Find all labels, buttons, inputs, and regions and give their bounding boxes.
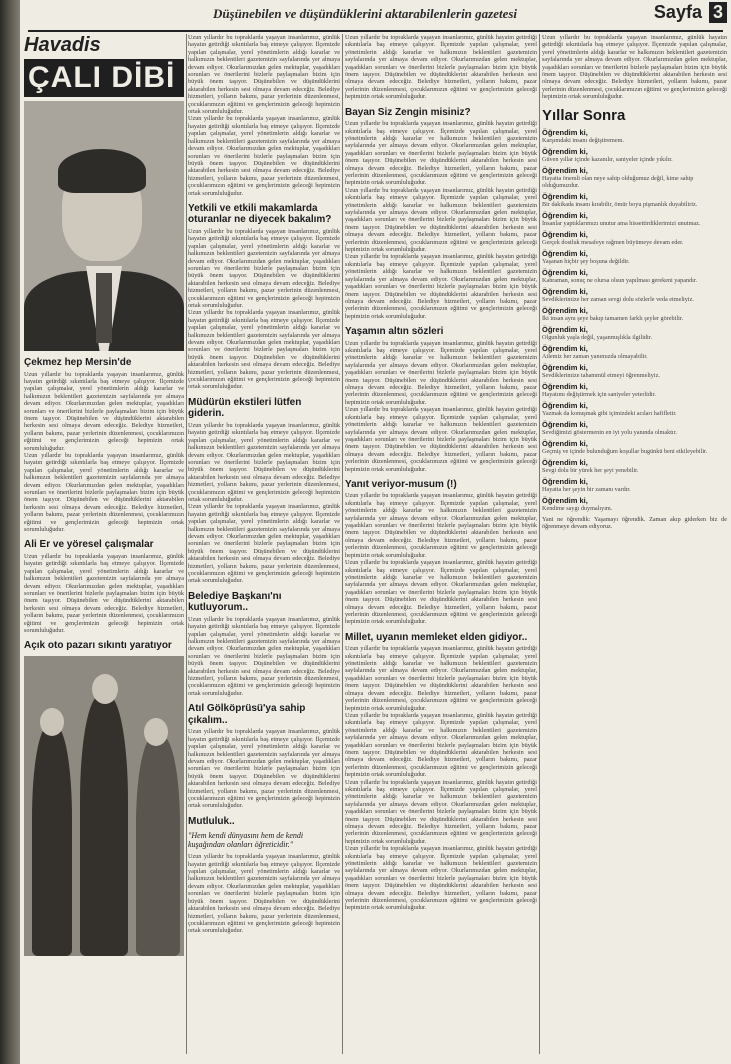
- article-text: Uzun yıllardır bu topraklarda yaşayan insanlarımız, günlük hayatın getirdiği sıkıntılarla baş etmeye çalışıyor. İlçemizde yapılan çalışmalar, yerel yönetimlerin aldığı kararlar ve halkımızın beklentileri gazetemizin sayfalarında yer almaya devam ediyor. Okurlarımızdan gelen mektuplar, yaşadıkları sorunları ve önerilerini bizlerle paylaşmaları bizim için büyük önem taşıyor. Düşünebilen ve düşündüklerini aktarabilen herkesin sesi olmaya devam edeceğiz. Belediye hizmetleri, yolların bakımı, pazar yerlerinin düzenlenmesi, çocuklarımızın eğitimi ve gençlerimizin geleceği hepimizin ortak sorumluluğudur.: [345, 253, 537, 320]
- newspaper-binding: [0, 0, 22, 1064]
- list-item-text: Güven yıllar içinde kazanılır, saniyeler içinde yıkılır.: [542, 155, 673, 163]
- article-text: Uzun yıllardır bu topraklarda yaşayan insanlarımız, günlük hayatın getirdiği sıkıntılarla baş etmeye çalışıyor. İlçemizde yapılan çalışmalar, yerel yönetimlerin aldığı kararlar ve halkımızın beklentileri gazetemizin sayfalarında yer almaya devam ediyor. Okurlarımızdan gelen mektuplar, yaşadıkları sorunları ve önerilerini bizlerle paylaşmaları bizim için büyük önem taşıyor. Düşünebilen ve düşündüklerini aktarabilen herkesin sesi olmaya devam edeceğiz. Belediye hizmetleri, yolların bakımı, pazar yerlerinin düzenlenmesi, çocuklarımızın eğitimi ve gençlerimizin geleceği hepimizin ortak sorumluluğudur.: [345, 645, 537, 712]
- photo-person-head: [92, 674, 118, 704]
- list-item-text: Sevdiklerimize her zaman sevgi dolu sözlerle veda etmeliyiz.: [542, 295, 694, 303]
- article-heading: Müdürün ekstileri lütfen giderin.: [188, 396, 302, 420]
- list-item-text: Bir dakikada insanı kırabilir, ömür boyu pişmanlık duyabiliriz.: [542, 200, 698, 208]
- column-title: ÇALI DİBİ: [24, 59, 184, 97]
- article-text: Uzun yıllardır bu topraklarda yaşayan insanlarımız, günlük hayatın getirdiği sıkıntılarla baş etmeye çalışıyor. İlçemizde yapılan çalışmalar, yerel yönetimlerin aldığı kararlar ve halkımızın beklentileri gazetemizin sayfalarında yer almaya devam ediyor. Okurlarımızdan gelen mektuplar, yaşadıkları sorunları ve önerilerini bizlerle paylaşmaları bizim için büyük önem taşıyor. Düşünebilen ve düşündüklerini aktarabilen herkesin sesi olmaya devam edeceğiz. Belediye hizmetleri, yolların bakımı, pazar yerlerinin düzenlenmesi, çocuklarımızın eğitimi ve gençlerimizin geleceği hepimizin ortak sorumluluğudur.: [345, 406, 537, 473]
- article-text: Uzun yıllardır bu topraklarda yaşayan insanlarımız, günlük hayatın getirdiği sıkıntılarla baş etmeye çalışıyor. İlçemizde yapılan çalışmalar, yerel yönetimlerin aldığı kararlar ve halkımızın beklentileri gazetemizin sayfalarında yer almaya devam ediyor. Okurlarımızdan gelen mektuplar, yaşadıkları sorunları ve önerilerini bizlerle paylaşmaları bizim için büyük önem taşıyor. Düşünebilen ve düşündüklerini aktarabilen herkesin sesi olmaya devam edeceğiz. Belediye hizmetleri, yolların bakımı, pazar yerlerinin düzenlenmesi, çocuklarımızın eğitimi ve gençlerimizin geleceği hepimizin ortak sorumluluğudur.: [542, 34, 727, 101]
- column-yillar-sonra: [542, 34, 727, 1064]
- column-title: Yıllar Sonra: [542, 106, 626, 124]
- photo-caption: Çekmez hep Mersin'de: [24, 357, 132, 368]
- article-heading: Atıl Gölköprüsü'ya sahip çıkalım..: [188, 703, 306, 726]
- list-item: [542, 230, 727, 246]
- photo-person: [136, 736, 180, 956]
- article-text: Uzun yıllardır bu topraklarda yaşayan insanlarımız, günlük hayatın getirdiği sıkıntılarla baş etmeye çalışıyor. İlçemizde yapılan çalışmalar, yerel yönetimlerin aldığı kararlar ve halkımızın beklentileri gazetemizin sayfalarında yer almaya devam ediyor. Okurlarımızdan gelen mektuplar, yaşadıkları sorunları ve önerilerini bizlerle paylaşmaları bizim için büyük önem taşıyor. Düşünebilen ve düşündüklerini aktarabilen herkesin sesi olmaya devam edeceğiz. Belediye hizmetleri, yolların bakımı, pazar yerlerinin düzenlenmesi, çocuklarımızın eğitimi ve gençlerimizin geleceği hepimizin ortak sorumluluğudur.: [345, 778, 537, 845]
- list-item-heading: Öğrendim ki,: [542, 343, 588, 353]
- list-item-text: Kahraman, sonuç ne olursa olsun yapılması gerekeni yapandır.: [542, 276, 698, 284]
- list-item-heading: Öğrendim ki,: [542, 165, 588, 175]
- article-text: Uzun yıllardır bu topraklarda yaşayan insanlarımız, günlük hayatın getirdiği sıkıntılarla baş etmeye çalışıyor. İlçemizde yapılan çalışmalar, yerel yönetimlerin aldığı kararlar ve halkımızın beklentileri gazetemizin sayfalarında yer almaya devam ediyor. Okurlarımızdan gelen mektuplar, yaşadıkları sorunları ve önerilerini bizlerle paylaşmaları bizim için büyük önem taşıyor. Düşünebilen ve düşündüklerini aktarabilen herkesin sesi olmaya devam edeceğiz. Belediye hizmetleri, yolların bakımı, pazar yerlerinin düzenlenmesi, çocuklarımızın eğitimi ve gençlerimizin geleceği hepimizin ortak sorumluluğudur.: [188, 309, 340, 391]
- column-havadis: [24, 34, 184, 1064]
- newspaper-page: [20, 0, 731, 1064]
- column-rule: [539, 34, 540, 1054]
- list-item-heading: Öğrendim ki,: [542, 267, 588, 277]
- list-item: [542, 496, 727, 512]
- learned-list: [542, 128, 727, 512]
- column-opinion: [188, 34, 340, 1064]
- list-item-text: Gerçek dostluk mesafeye rağmen büyümeye devam eder.: [542, 238, 684, 246]
- closing-text: Yani ne öğrendik: Yaşamayı öğrendik. Zaman akıp giderken biz de öğrenmeye devam ediyoruz.: [542, 515, 727, 531]
- page-number: 3: [709, 2, 727, 23]
- portrait-photo: [24, 101, 184, 351]
- list-item-text: Yazmak da konuşmak gibi içimizdeki acıları hafifletir.: [542, 409, 677, 417]
- list-item-text: Kendime saygı duymalıyım.: [542, 504, 613, 512]
- group-photo: [24, 656, 184, 956]
- list-item: [542, 249, 727, 265]
- article-heading: Açık oto pazarı sıkıntı yaratıyor: [24, 640, 172, 652]
- article-text: Uzun yıllardır bu topraklarda yaşayan insanlarımız, günlük hayatın getirdiği sıkıntılarla baş etmeye çalışıyor. İlçemizde yapılan çalışmalar, yerel yönetimlerin aldığı kararlar ve halkımızın beklentileri gazetemizin sayfalarında yer almaya devam ediyor. Okurlarımızdan gelen mektuplar, yaşadıkları sorunları ve önerilerini bizlerle paylaşmaları bizim için büyük önem taşıyor. Düşünebilen ve düşündüklerini aktarabilen herkesin sesi olmaya devam edeceğiz. Belediye hizmetleri, yolların bakımı, pazar yerlerinin düzenlenmesi, çocuklarımızın eğitimi ve gençlerimizin geleceği hepimizin ortak sorumluluğudur.: [24, 370, 184, 452]
- article-text: Uzun yıllardır bu topraklarda yaşayan insanlarımız, günlük hayatın getirdiği sıkıntılarla baş etmeye çalışıyor. İlçemizde yapılan çalışmalar, yerel yönetimlerin aldığı kararlar ve halkımızın beklentileri gazetemizin sayfalarında yer almaya devam ediyor. Okurlarımızdan gelen mektuplar, yaşadıkları sorunları ve önerilerini bizlerle paylaşmaları bizim için büyük önem taşıyor. Düşünebilen ve düşündüklerini aktarabilen herkesin sesi olmaya devam edeceğiz. Belediye hizmetleri, yolların bakımı, pazar yerlerinin düzenlenmesi, çocuklarımızın eğitimi ve gençlerimizin geleceği hepimizin ortak sorumluluğudur.: [345, 711, 537, 779]
- list-item-heading: Öğrendim ki,: [542, 457, 588, 467]
- article-text: Uzun yıllardır bu topraklarda yaşayan insanlarımız, günlük hayatın getirdiği sıkıntılarla baş etmeye çalışıyor. İlçemizde yapılan çalışmalar, yerel yönetimlerin aldığı kararlar ve halkımızın beklentileri gazetemizin sayfalarında yer almaya devam ediyor. Okurlarımızdan gelen mektuplar, yaşadıkları sorunları ve önerilerini bizlerle paylaşmaları bizim için büyük önem taşıyor. Düşünebilen ve düşündüklerini aktarabilen herkesin sesi olmaya devam edeceğiz. Belediye hizmetleri, yolların bakımı, pazar yerlerinin düzenlenmesi, çocuklarımızın eğitimi ve gençlerimizin geleceği hepimizin ortak sorumluluğudur.: [24, 451, 184, 534]
- article-heading: Millet, uyanın memleket elden gidiyor..: [345, 631, 528, 643]
- list-item-text: Ailemiz her zaman yanımızda olmayabilir.: [542, 352, 648, 360]
- list-item-heading: Öğrendim ki,: [542, 419, 588, 429]
- closing-quote: "Hem kendi dünyasını hem de kendi kuşağından olanları öğreticidir.": [188, 831, 304, 850]
- list-item-heading: Öğrendim ki,: [542, 229, 588, 239]
- article-text: Uzun yıllardır bu topraklarda yaşayan insanlarımız, günlük hayatın getirdiği sıkıntılarla baş etmeye çalışıyor. İlçemizde yapılan çalışmalar, yerel yönetimlerin aldığı kararlar ve halkımızın beklentileri gazetemizin sayfalarında yer almaya devam ediyor. Okurlarımızdan gelen mektuplar, yaşadıkları sorunları ve önerilerini bizlerle paylaşmaları bizim için büyük önem taşıyor. Düşünebilen ve düşündüklerini aktarabilen herkesin sesi olmaya devam edeceğiz. Belediye hizmetleri, yolların bakımı, pazar yerlerinin düzenlenmesi, çocuklarımızın eğitimi ve gençlerimizin geleceği hepimizin ortak sorumluluğudur.: [345, 34, 537, 101]
- list-item: [542, 268, 727, 284]
- photo-hair: [58, 149, 146, 193]
- article-text: Uzun yıllardır bu topraklarda yaşayan insanlarımız, günlük hayatın getirdiği sıkıntılarla baş etmeye çalışıyor. İlçemizde yapılan çalışmalar, yerel yönetimlerin aldığı kararlar ve halkımızın beklentileri gazetemizin sayfalarında yer almaya devam ediyor. Okurlarımızdan gelen mektuplar, yaşadıkları sorunları ve önerilerini bizlerle paylaşmaları bizim için büyük önem taşıyor. Düşünebilen ve düşündüklerini aktarabilen herkesin sesi olmaya devam edeceğiz. Belediye hizmetleri, yolların bakımı, pazar yerlerinin düzenlenmesi, çocuklarımızın eğitimi ve gençlerimizin geleceği hepimizin ortak sorumluluğudur.: [188, 34, 340, 116]
- article-text: Uzun yıllardır bu topraklarda yaşayan insanlarımız, günlük hayatın getirdiği sıkıntılarla baş etmeye çalışıyor. İlçemizde yapılan çalışmalar, yerel yönetimlerin aldığı kararlar ve halkımızın beklentileri gazetemizin sayfalarında yer almaya devam ediyor. Okurlarımızdan gelen mektuplar, yaşadıkları sorunları ve önerilerini bizlerle paylaşmaları bizim için büyük önem taşıyor. Düşünebilen ve düşündüklerini aktarabilen herkesin sesi olmaya devam edeceğiz. Belediye hizmetleri, yolların bakımı, pazar yerlerinin düzenlenmesi, çocuklarımızın eğitimi ve gençlerimizin geleceği hepimizin ortak sorumluluğudur.: [188, 615, 340, 697]
- column-articles: [345, 34, 537, 1064]
- list-item-heading: Öğrendim ki,: [542, 438, 588, 448]
- photo-person-head: [144, 718, 168, 746]
- list-item-heading: Öğrendim ki,: [542, 210, 588, 220]
- list-item: [542, 458, 727, 474]
- page-tagline: Düşünebilen ve düşündüklerini aktarabilenlerin gazetesi: [212, 6, 518, 21]
- photo-tie: [96, 273, 112, 343]
- list-item: [542, 192, 727, 208]
- list-item: [542, 477, 727, 493]
- page-label: Sayfa: [653, 2, 702, 22]
- list-item-text: İki insan aynı şeye bakıp tamamen farklı şeyler görebilir.: [542, 314, 684, 322]
- list-item-heading: Öğrendim ki,: [542, 495, 588, 505]
- list-item-text: İnsanlar yaptıklarımızı unutur ama hissettirdiklerimizi unutmaz.: [542, 219, 701, 227]
- list-item: [542, 166, 727, 189]
- page-number-label: [654, 2, 727, 23]
- list-item-heading: Öğrendim ki,: [542, 362, 588, 372]
- article-text: Uzun yıllardır bu topraklarda yaşayan insanlarımız, günlük hayatın getirdiği sıkıntılarla baş etmeye çalışıyor. İlçemizde yapılan çalışmalar, yerel yönetimlerin aldığı kararlar ve halkımızın beklentileri gazetemizin sayfalarında yer almaya devam ediyor. Okurlarımızdan gelen mektuplar, yaşadıkları sorunları ve önerilerini bizlerle paylaşmaları bizim için büyük önem taşıyor. Düşünebilen ve düşündüklerini aktarabilen herkesin sesi olmaya devam edeceğiz. Belediye hizmetleri, yolların bakımı, pazar yerlerinin düzenlenmesi, çocuklarımızın eğitimi ve gençlerimizin geleceği hepimizin ortak sorumluluğudur.: [345, 492, 537, 559]
- list-item: [542, 211, 727, 227]
- list-item-text: Hayatta önemli olan neye sahip olduğumuz değil, kime sahip olduğumuzdur.: [542, 174, 694, 189]
- list-item: [542, 325, 727, 341]
- list-item-heading: Öğrendim ki,: [542, 248, 588, 258]
- list-item-heading: Öğrendim ki,: [542, 476, 588, 486]
- article-text: Uzun yıllardır bu topraklarda yaşayan insanlarımız, günlük hayatın getirdiği sıkıntılarla baş etmeye çalışıyor. İlçemizde yapılan çalışmalar, yerel yönetimlerin aldığı kararlar ve halkımızın beklentileri gazetemizin sayfalarında yer almaya devam ediyor. Okurlarımızdan gelen mektuplar, yaşadıkları sorunları ve önerilerini bizlerle paylaşmaları bizim için büyük önem taşıyor. Düşünebilen ve düşündüklerini aktarabilen herkesin sesi olmaya devam edeceğiz. Belediye hizmetleri, yolların bakımı, pazar yerlerinin düzenlenmesi, çocuklarımızın eğitimi ve gençlerimizin geleceği hepimizin ortak sorumluluğudur.: [345, 559, 537, 626]
- article-heading: Yetkili ve etkili makamlarda oturanlar ne diyecek bakalım?: [188, 202, 332, 226]
- article-heading: Yanıt veriyor-musum (!): [345, 478, 457, 490]
- photo-person: [80, 696, 128, 956]
- list-item-heading: Öğrendim ki,: [542, 324, 588, 334]
- list-item-text: Sevgi dolu bir yürek her şeyi yenebilir.: [542, 466, 639, 474]
- list-item: [542, 363, 727, 379]
- list-item-text: Yaşanan hiçbir şey boşuna değildir.: [542, 257, 630, 265]
- article-text: Uzun yıllardır bu topraklarda yaşayan insanlarımız, günlük hayatın getirdiği sıkıntılarla baş etmeye çalışıyor. İlçemizde yapılan çalışmalar, yerel yönetimlerin aldığı kararlar ve halkımızın beklentileri gazetemizin sayfalarında yer almaya devam ediyor. Okurlarımızdan gelen mektuplar, yaşadıkları sorunları ve önerilerini bizlerle paylaşmaları bizim için büyük önem taşıyor. Düşünebilen ve düşündüklerini aktarabilen herkesin sesi olmaya devam edeceğiz. Belediye hizmetleri, yolların bakımı, pazar yerlerinin düzenlenmesi, çocuklarımızın eğitimi ve gençlerimizin geleceği hepimizin ortak sorumluluğudur.: [345, 186, 537, 254]
- list-item-heading: Öğrendim ki,: [542, 286, 588, 296]
- list-item-text: Hayatta her şeyin bir zamanı vardır.: [542, 485, 631, 493]
- list-item: [542, 382, 727, 398]
- list-item-text: Hayatımı değiştirmek için saniyeler yeterlidir.: [542, 390, 656, 398]
- article-heading: Ali Er ve yöresel çalışmalar: [24, 539, 154, 551]
- article-text: Uzun yıllardır bu topraklarda yaşayan insanlarımız, günlük hayatın getirdiği sıkıntılarla baş etmeye çalışıyor. İlçemizde yapılan çalışmalar, yerel yönetimlerin aldığı kararlar ve halkımızın beklentileri gazetemizin sayfalarında yer almaya devam ediyor. Okurlarımızdan gelen mektuplar, yaşadıkları sorunları ve önerilerini bizlerle paylaşmaları bizim için büyük önem taşıyor. Düşünebilen ve düşündüklerini aktarabilen herkesin sesi olmaya devam edeceğiz. Belediye hizmetleri, yolların bakımı, pazar yerlerinin düzenlenmesi, çocuklarımızın eğitimi ve gençlerimizin geleceği hepimizin ortak sorumluluğudur.: [188, 227, 340, 309]
- list-item: [542, 401, 727, 417]
- list-item: [542, 439, 727, 455]
- list-item-text: Olgunluk yaşla değil, yaşanmışlıkla ilgilidir.: [542, 333, 652, 341]
- list-item: [542, 344, 727, 360]
- list-item-text: Sevdiklerimize tahammül etmeyi öğrenmeliyiz.: [542, 371, 660, 379]
- list-item: [542, 147, 727, 163]
- article-text: Uzun yıllardır bu topraklarda yaşayan insanlarımız, günlük hayatın getirdiği sıkıntılarla baş etmeye çalışıyor. İlçemizde yapılan çalışmalar, yerel yönetimlerin aldığı kararlar ve halkımızın beklentileri gazetemizin sayfalarında yer almaya devam ediyor. Okurlarımızdan gelen mektuplar, yaşadıkları sorunları ve önerilerini bizlerle paylaşmaları bizim için büyük önem taşıyor. Düşünebilen ve düşündüklerini aktarabilen herkesin sesi olmaya devam edeceğiz. Belediye hizmetleri, yolların bakımı, pazar yerlerinin düzenlenmesi, çocuklarımızın eğitimi ve gençlerimizin geleceği hepimizin ortak sorumluluğudur.: [188, 421, 340, 503]
- list-item-text: Sevdiğimizi göstermenin en iyi yolu yanında olmaktır.: [542, 428, 677, 436]
- photo-person: [32, 726, 72, 956]
- list-item-text: Karşımdaki insanı değiştiremem.: [542, 136, 624, 144]
- column-rule: [186, 34, 187, 1054]
- article-heading: Bayan Siz Zengin misiniz?: [345, 106, 471, 118]
- list-item-heading: Öğrendim ki,: [542, 146, 588, 156]
- list-item-heading: Öğrendim ki,: [542, 191, 588, 201]
- article-text: Uzun yıllardır bu topraklarda yaşayan insanlarımız, günlük hayatın getirdiği sıkıntılarla baş etmeye çalışıyor. İlçemizde yapılan çalışmalar, yerel yönetimlerin aldığı kararlar ve halkımızın beklentileri gazetemizin sayfalarında yer almaya devam ediyor. Okurlarımızdan gelen mektuplar, yaşadıkları sorunları ve önerilerini bizlerle paylaşmaları bizim için büyük önem taşıyor. Düşünebilen ve düşündüklerini aktarabilen herkesin sesi olmaya devam edeceğiz. Belediye hizmetleri, yolların bakımı, pazar yerlerinin düzenlenmesi, çocuklarımızın eğitimi ve gençlerimizin geleceği hepimizin ortak sorumluluğudur.: [188, 115, 340, 197]
- article-text: Uzun yıllardır bu topraklarda yaşayan insanlarımız, günlük hayatın getirdiği sıkıntılarla baş etmeye çalışıyor. İlçemizde yapılan çalışmalar, yerel yönetimlerin aldığı kararlar ve halkımızın beklentileri gazetemizin sayfalarında yer almaya devam ediyor. Okurlarımızdan gelen mektuplar, yaşadıkları sorunları ve önerilerini bizlerle paylaşmaları bizim için büyük önem taşıyor. Düşünebilen ve düşündüklerini aktarabilen herkesin sesi olmaya devam edeceğiz. Belediye hizmetleri, yolların bakımı, pazar yerlerinin düzenlenmesi, çocuklarımızın eğitimi ve gençlerimizin geleceği hepimizin ortak sorumluluğudur.: [188, 503, 340, 585]
- article-heading: Mutluluk..: [188, 815, 235, 827]
- section-title: Havadis: [24, 34, 101, 56]
- list-item: [542, 420, 727, 436]
- list-item-heading: Öğrendim ki,: [542, 305, 588, 315]
- article-text: Uzun yıllardır bu topraklarda yaşayan insanlarımız, günlük hayatın getirdiği sıkıntılarla baş etmeye çalışıyor. İlçemizde yapılan çalışmalar, yerel yönetimlerin aldığı kararlar ve halkımızın beklentileri gazetemizin sayfalarında yer almaya devam ediyor. Okurlarımızdan gelen mektuplar, yaşadıkları sorunları ve önerilerini bizlerle paylaşmaları bizim için büyük önem taşıyor. Düşünebilen ve düşündüklerini aktarabilen herkesin sesi olmaya devam edeceğiz. Belediye hizmetleri, yolların bakımı, pazar yerlerinin düzenlenmesi, çocuklarımızın eğitimi ve gençlerimizin geleceği hepimizin ortak sorumluluğudur.: [188, 853, 340, 935]
- article-text: Uzun yıllardır bu topraklarda yaşayan insanlarımız, günlük hayatın getirdiği sıkıntılarla baş etmeye çalışıyor. İlçemizde yapılan çalışmalar, yerel yönetimlerin aldığı kararlar ve halkımızın beklentileri gazetemizin sayfalarında yer almaya devam ediyor. Okurlarımızdan gelen mektuplar, yaşadıkları sorunları ve önerilerini bizlerle paylaşmaları bizim için büyük önem taşıyor. Düşünebilen ve düşündüklerini aktarabilen herkesin sesi olmaya devam edeceğiz. Belediye hizmetleri, yolların bakımı, pazar yerlerinin düzenlenmesi, çocuklarımızın eğitimi ve gençlerimizin geleceği hepimizin ortak sorumluluğudur.: [345, 339, 537, 406]
- article-text: Uzun yıllardır bu topraklarda yaşayan insanlarımız, günlük hayatın getirdiği sıkıntılarla baş etmeye çalışıyor. İlçemizde yapılan çalışmalar, yerel yönetimlerin aldığı kararlar ve halkımızın beklentileri gazetemizin sayfalarında yer almaya devam ediyor. Okurlarımızdan gelen mektuplar, yaşadıkları sorunları ve önerilerini bizlerle paylaşmaları bizim için büyük önem taşıyor. Düşünebilen ve düşündüklerini aktarabilen herkesin sesi olmaya devam edeceğiz. Belediye hizmetleri, yolların bakımı, pazar yerlerinin düzenlenmesi, çocuklarımızın eğitimi ve gençlerimizin geleceği hepimizin ortak sorumluluğudur.: [345, 120, 537, 187]
- article-heading: Belediye Başkanı'nı kutluyorum..: [188, 590, 282, 614]
- list-item-text: Geçmiş ve içinde bulunduğum koşullar bugünkü beni etkileyebilir.: [542, 447, 708, 455]
- column-rule: [342, 34, 343, 1054]
- list-item-heading: Öğrendim ki,: [542, 127, 588, 137]
- list-item: [542, 287, 727, 303]
- list-item: [542, 306, 727, 322]
- article-text: Uzun yıllardır bu topraklarda yaşayan insanlarımız, günlük hayatın getirdiği sıkıntılarla baş etmeye çalışıyor. İlçemizde yapılan çalışmalar, yerel yönetimlerin aldığı kararlar ve halkımızın beklentileri gazetemizin sayfalarında yer almaya devam ediyor. Okurlarımızdan gelen mektuplar, yaşadıkları sorunları ve önerilerini bizlerle paylaşmaları bizim için büyük önem taşıyor. Düşünebilen ve düşündüklerini aktarabilen herkesin sesi olmaya devam edeceğiz. Belediye hizmetleri, yolların bakımı, pazar yerlerinin düzenlenmesi, çocuklarımızın eğitimi ve gençlerimizin geleceği hepimizin ortak sorumluluğudur.: [24, 552, 184, 634]
- list-item: [542, 128, 727, 144]
- list-item-heading: Öğrendim ki,: [542, 400, 588, 410]
- list-item-heading: Öğrendim ki,: [542, 381, 588, 391]
- article-heading: Yaşamın altın sözleri: [345, 326, 444, 338]
- article-text: Uzun yıllardır bu topraklarda yaşayan insanlarımız, günlük hayatın getirdiği sıkıntılarla baş etmeye çalışıyor. İlçemizde yapılan çalışmalar, yerel yönetimlerin aldığı kararlar ve halkımızın beklentileri gazetemizin sayfalarında yer almaya devam ediyor. Okurlarımızdan gelen mektuplar, yaşadıkları sorunları ve önerilerini bizlerle paylaşmaları bizim için büyük önem taşıyor. Düşünebilen ve düşündüklerini aktarabilen herkesin sesi olmaya devam edeceğiz. Belediye hizmetleri, yolların bakımı, pazar yerlerinin düzenlenmesi, çocuklarımızın eğitimi ve gençlerimizin geleceği hepimizin ortak sorumluluğudur.: [345, 845, 537, 912]
- photo-person-head: [40, 708, 64, 736]
- article-text: Uzun yıllardır bu topraklarda yaşayan insanlarımız, günlük hayatın getirdiği sıkıntılarla baş etmeye çalışıyor. İlçemizde yapılan çalışmalar, yerel yönetimlerin aldığı kararlar ve halkımızın beklentileri gazetemizin sayfalarında yer almaya devam ediyor. Okurlarımızdan gelen mektuplar, yaşadıkları sorunları ve önerilerini bizlerle paylaşmaları bizim için büyük önem taşıyor. Düşünebilen ve düşündüklerini aktarabilen herkesin sesi olmaya devam edeceğiz. Belediye hizmetleri, yolların bakımı, pazar yerlerinin düzenlenmesi, çocuklarımızın eğitimi ve gençlerimizin geleceği hepimizin ortak sorumluluğudur.: [188, 728, 340, 810]
